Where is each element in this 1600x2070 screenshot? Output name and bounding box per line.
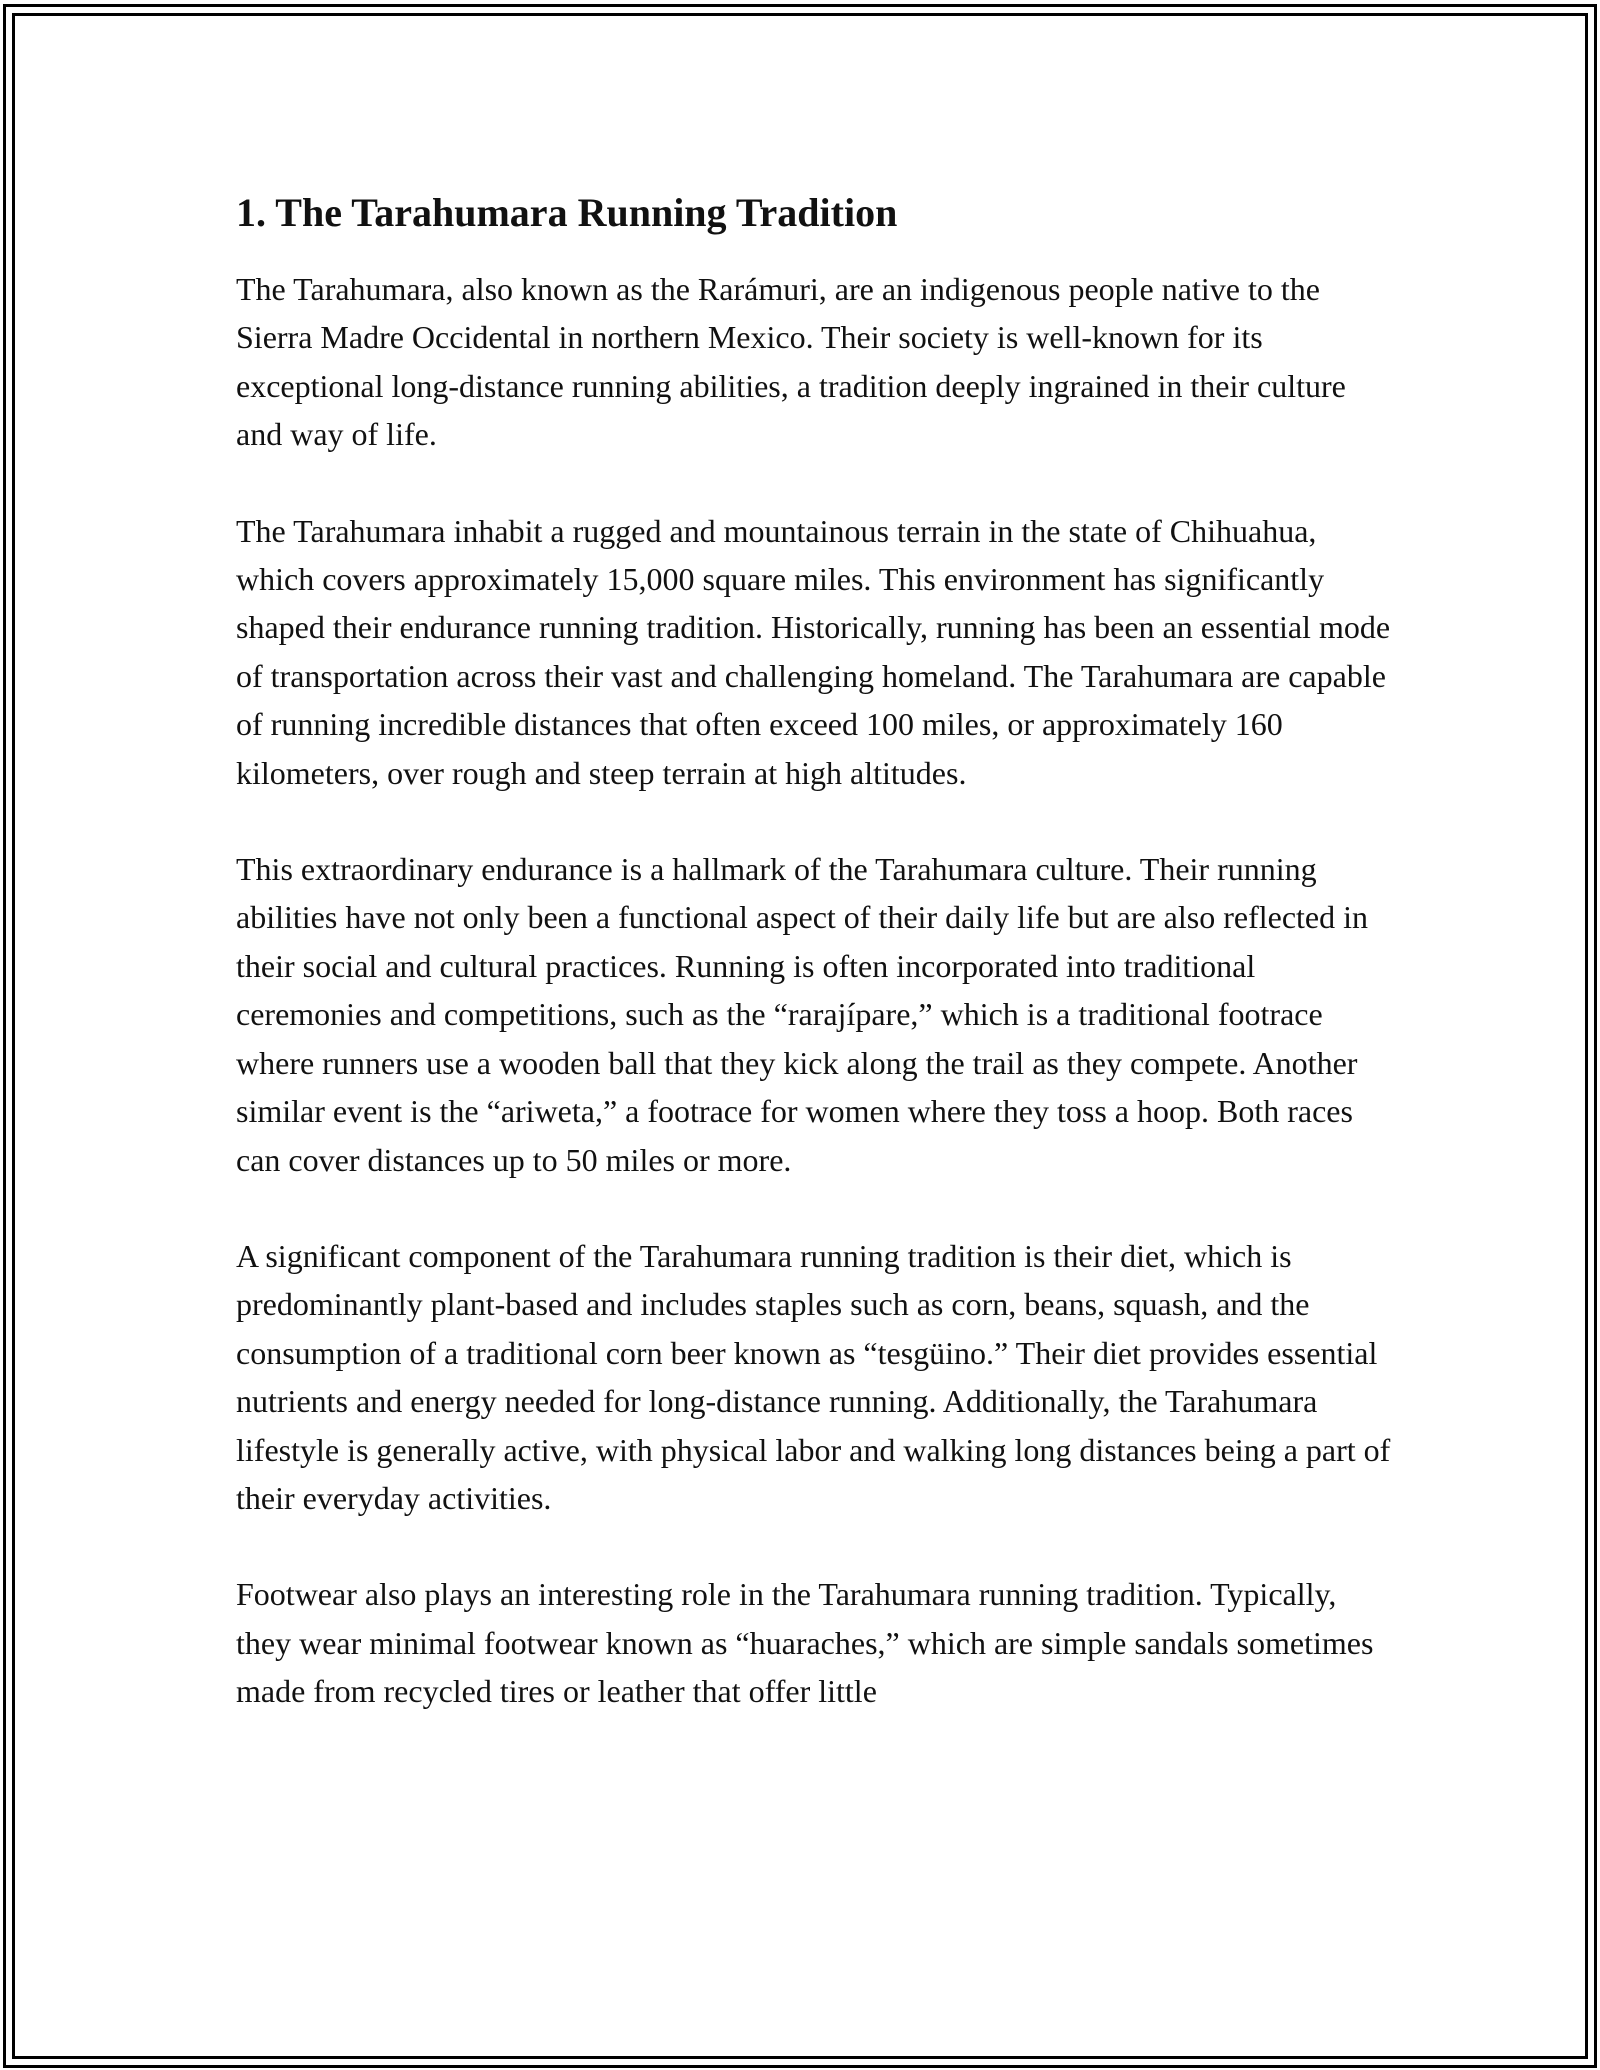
paragraph-terrain: The Tarahumara inhabit a rugged and mountainous terrain in the state of Chihuahua, which covers approximately 15,000 square miles. This environment has significantly shaped their endurance running tradition. Historically, running has been an essential mode of transportation across their vast and challenging homeland. The Tarahumara are capable of running incredible distances that often exceed 100 miles, or approximately 160 kilometers, over rough and steep terrain at high altitudes. bbox=[236, 512, 1391, 791]
paragraph-endurance: This extraordinary endurance is a hallmark of the Tarahumara culture. Their running abilities have not only been a functional aspect of their daily life but are also reflected in their social and cultural practices. Running is often incorporated into traditional ceremonies and competitions, such as the “rarajípare,” which is a traditional footrace where runners use a wooden ball that they kick along the trail as they compete. Another similar event is the “ariweta,” a footrace for women where they toss a hoop. Both races can cover distances up to 50 miles or more. bbox=[236, 851, 1369, 1178]
section-title: 1. The Tarahumara Running Tradition bbox=[236, 190, 898, 235]
document-body bbox=[236, 185, 1396, 1716]
paragraph-diet: A significant component of the Tarahumara running tradition is their diet, which is predominantly plant-based and includes staples such as corn, beans, squash, and the consumption of a traditional corn beer known as “tesgüino.” Their diet provides essential nutrients and energy needed for long-distance running. Additionally, the Tarahumara lifestyle is generally active, with physical labor and walking long distances being a part of their everyday activities. bbox=[236, 1237, 1391, 1516]
paragraph-intro: The Tarahumara, also known as the Rarámuri, are an indigenous people native to the Sierra Madre Occidental in northern Mexico. Their society is well-known for its exceptional long-distance running abilities, a tradition deeply ingrained in their culture and way of life. bbox=[236, 271, 1346, 453]
paragraph-footwear: Footwear also plays an interesting role in the Tarahumara running tradition. Typically, they wear minimal footwear known as “huaraches,” which are simple sandals sometimes made from recycled tires or leather that offer little bbox=[236, 1576, 1374, 1710]
